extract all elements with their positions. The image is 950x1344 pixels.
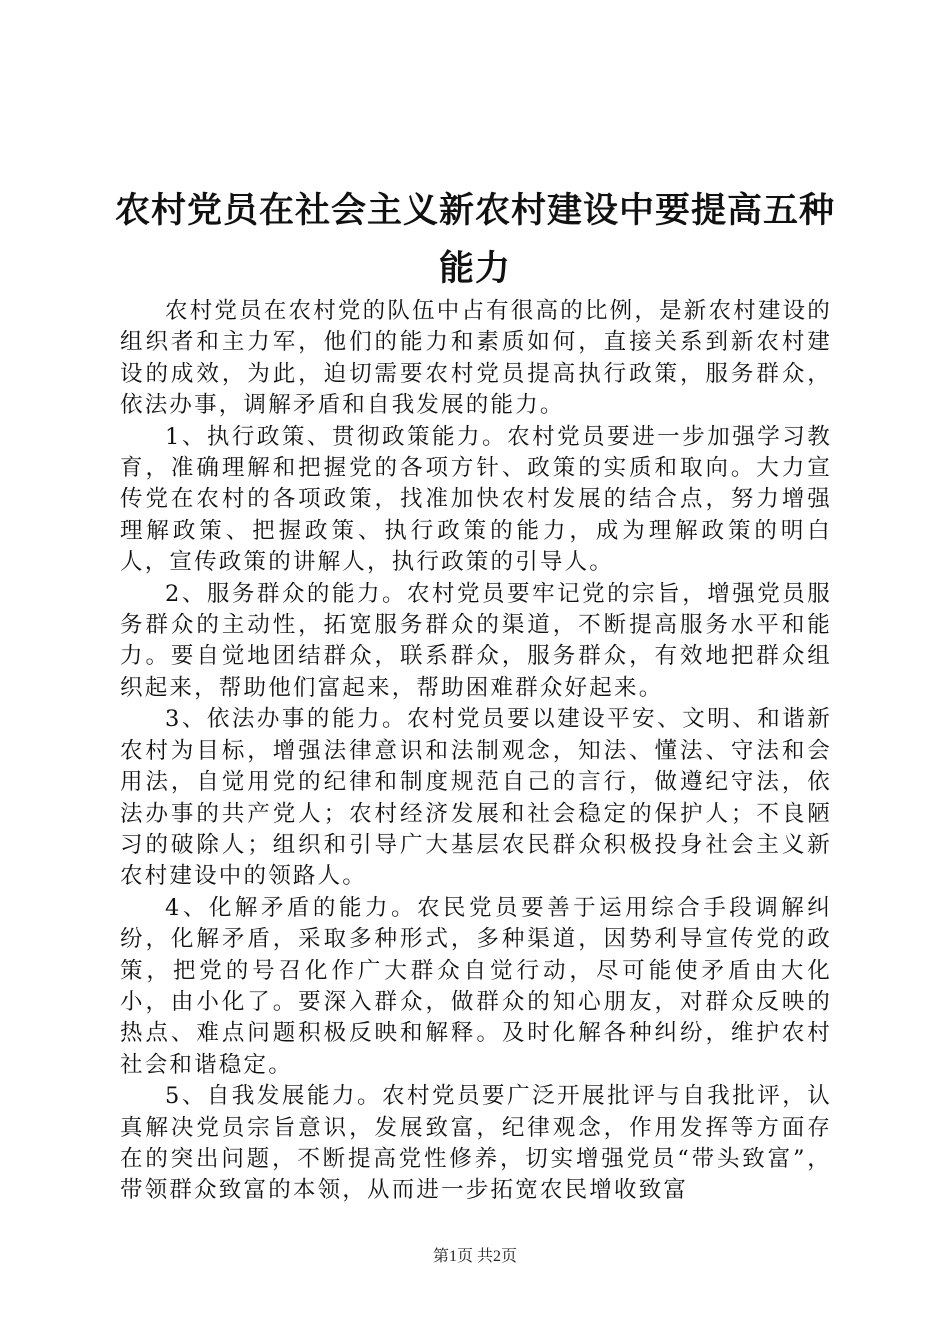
paragraph-2: 2、服务群众的能力。农村党员要牢记党的宗旨，增强党员服务群众的主动性，拓宽服务群众的渠道，不断提高服务水平和能力。要自觉地团结群众，联系群众，服务群众，有效地把群众组织起来，帮助他们富起来，帮助困难群众好起来。 — [120, 580, 832, 701]
paragraph-1: 1、执行政策、贯彻政策能力。农村党员要进一步加强学习教育，准确理解和把握党的各项方针、政策的实质和取向。大力宣传党在农村的各项政策，找准加快农村发展的结合点，努力增强理解政策、把握政策、执行政策的能力，成为理解政策的明白人，宣传政策的讲解人，执行政策的引导人。 — [120, 423, 832, 576]
paragraph-intro: 农村党员在农村党的队伍中占有很高的比例，是新农村建设的组织者和主力军，他们的能力和素质如何，直接关系到新农村建设的成效，为此，迫切需要农村党员提高执行政策，服务群众，依法办事，调解矛盾和自我发展的能力。 — [120, 298, 832, 419]
document-body — [120, 296, 832, 1207]
document-title-line-2: 能力 — [438, 248, 511, 289]
paragraph-3: 3、依法办事的能力。农村党员要以建设平安、文明、和谐新农村为目标，增强法律意识和法制观念，知法、懂法、守法和会用法，自觉用党的纪律和制度规范自己的言行，做遵纪守法，依法办事的共产党人；农村经济发展和社会稳定的保护人；不良陋习的破除人；组织和引导广大基层农民群众积极投身社会主义新农村建设中的领路人。 — [120, 706, 832, 890]
document-title-line-1: 农村党员在社会主义新农村建设中要提高五种 — [114, 190, 835, 231]
paragraph-4: 4、化解矛盾的能力。农民党员要善于运用综合手段调解纠纷，化解矛盾，采取多种形式，多种渠道，因势利导宣传党的政策，把党的号召化作广大群众自觉行动，尽可能使矛盾由大化小，由小化了。要深入群众，做群众的知心朋友，对群众反映的热点、难点问题积极反映和解释。及时化解各种纠纷，维护农村社会和谐稳定。 — [120, 894, 832, 1078]
page-number-footer: 第1页 共2页 — [432, 1248, 517, 1265]
paragraph-5: 5、自我发展能力。农村党员要广泛开展批评与自我批评，认真解决党员宗旨意识，发展致富，纪律观念，作用发挥等方面存在的突出问题，不断提高党性修养，切实增强党员“带头致富”，带领群众致富的本领，从而进一步拓宽农民增收致富 — [120, 1083, 832, 1204]
